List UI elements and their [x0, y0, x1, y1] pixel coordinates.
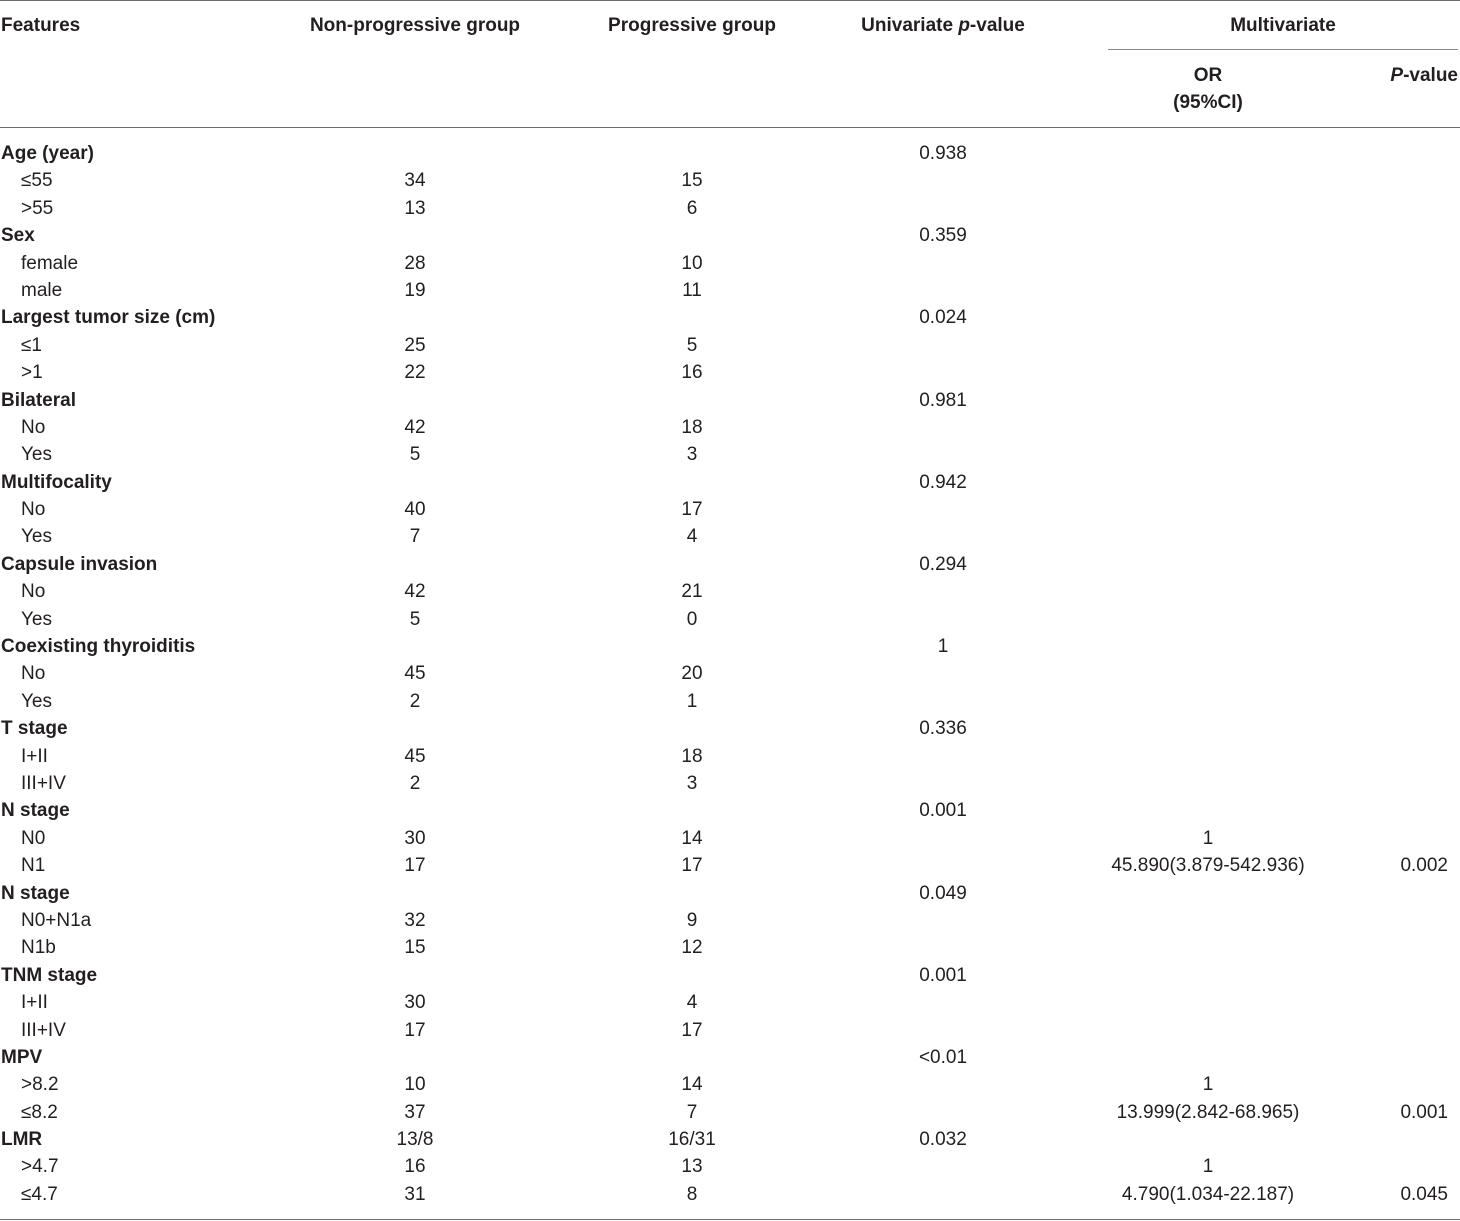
- multivariate-p-cell: 0.045: [1400, 1183, 1448, 1205]
- feature-cell: No: [21, 663, 46, 685]
- non-progressive-cell: 45: [404, 745, 426, 767]
- table-row: [0, 1099, 1460, 1126]
- non-progressive-cell: 42: [404, 581, 426, 603]
- feature-cell: Bilateral: [1, 389, 76, 411]
- table-row: [0, 907, 1460, 934]
- or-ci-cell: 45.890(3.879-542.936): [1111, 855, 1305, 877]
- table-row: [0, 332, 1460, 359]
- table-row: [0, 688, 1460, 715]
- table-row: [0, 195, 1460, 222]
- feature-cell: Yes: [21, 444, 52, 466]
- non-progressive-cell: 45: [404, 663, 426, 685]
- table-row: [0, 1153, 1460, 1180]
- feature-cell: N stage: [1, 882, 70, 904]
- table-group-row: [0, 469, 1460, 496]
- univariate-p-cell: 1: [937, 636, 949, 658]
- non-progressive-cell: 32: [404, 909, 426, 931]
- progressive-cell: 12: [681, 937, 703, 959]
- progressive-cell: 17: [681, 1019, 703, 1041]
- feature-cell: ≤55: [21, 170, 53, 192]
- feature-cell: LMR: [1, 1129, 43, 1151]
- or-ci-cell: 1: [1202, 827, 1214, 849]
- table-row: [0, 441, 1460, 468]
- table-row: [0, 1017, 1460, 1044]
- table-row: [0, 1181, 1460, 1208]
- progressive-cell: 18: [681, 416, 703, 438]
- non-progressive-cell: 16: [404, 1156, 426, 1178]
- table-row: [0, 359, 1460, 386]
- non-progressive-cell: 28: [404, 252, 426, 274]
- feature-cell: N1b: [21, 937, 56, 959]
- non-progressive-cell: 30: [404, 992, 426, 1014]
- non-progressive-cell: 40: [404, 499, 426, 521]
- table-top-rule: [0, 0, 1460, 1]
- table-row: [0, 578, 1460, 605]
- feature-cell: Yes: [21, 526, 52, 548]
- table-group-row: [0, 797, 1460, 824]
- progressive-cell: 7: [686, 1101, 698, 1123]
- non-progressive-cell: 22: [404, 362, 426, 384]
- multivariate-p-cell: 0.001: [1400, 1101, 1448, 1123]
- univariate-p-cell: 0.336: [919, 718, 967, 740]
- non-progressive-cell: 2: [409, 690, 421, 712]
- table-group-row: [0, 1044, 1460, 1071]
- progressive-cell: 15: [681, 170, 703, 192]
- progressive-cell: 18: [681, 745, 703, 767]
- table-group-row: [0, 387, 1460, 414]
- feature-cell: N0+N1a: [21, 909, 92, 931]
- header-univariate-prefix: Univariate: [861, 15, 959, 36]
- feature-cell: Sex: [1, 225, 35, 247]
- feature-cell: MPV: [1, 1046, 43, 1068]
- table-group-row: [0, 1126, 1460, 1153]
- header-non-progressive: Non-progressive group: [309, 15, 521, 36]
- progressive-cell: 6: [686, 197, 698, 219]
- feature-cell: ≤1: [21, 334, 42, 356]
- univariate-p-cell: 0.294: [919, 553, 967, 575]
- progressive-cell: 17: [681, 499, 703, 521]
- feature-cell: N1: [21, 855, 46, 877]
- or-ci-cell: 13.999(2.842-68.965): [1116, 1101, 1300, 1123]
- table-row: [0, 606, 1460, 633]
- table-row: [0, 660, 1460, 687]
- or-ci-cell: 1: [1202, 1156, 1214, 1178]
- progressive-cell: 17: [681, 855, 703, 877]
- multivariate-span-rule: [1108, 49, 1458, 50]
- table-row: [0, 496, 1460, 523]
- univariate-p-cell: 0.981: [919, 389, 967, 411]
- progressive-cell: 1: [686, 690, 698, 712]
- non-progressive-cell: 5: [409, 608, 421, 630]
- non-progressive-cell: 19: [404, 279, 426, 301]
- feature-cell: ≤8.2: [21, 1101, 58, 1123]
- non-progressive-cell: 17: [404, 1019, 426, 1041]
- table-row: [0, 770, 1460, 797]
- or-ci-cell: 1: [1202, 1074, 1214, 1096]
- univariate-p-cell: 0.024: [919, 307, 967, 329]
- progressive-cell: 5: [686, 334, 698, 356]
- feature-cell: Yes: [21, 608, 52, 630]
- header-features: Features: [1, 15, 81, 36]
- table-group-row: [0, 551, 1460, 578]
- header-p-italic: P: [1390, 65, 1404, 86]
- header-or-ci: (95%CI): [1173, 92, 1243, 113]
- feature-cell: male: [21, 279, 63, 301]
- header-multivariate: Multivariate: [1230, 15, 1336, 36]
- non-progressive-cell: 34: [404, 170, 426, 192]
- table-row: [0, 825, 1460, 852]
- feature-cell: Coexisting thyroiditis: [1, 636, 196, 658]
- non-progressive-cell: 10: [404, 1074, 426, 1096]
- header-or: OR: [1193, 65, 1223, 86]
- non-progressive-cell: 7: [409, 526, 421, 548]
- progressive-cell: 14: [681, 1074, 703, 1096]
- table-group-row: [0, 304, 1460, 331]
- table-group-row: [0, 962, 1460, 989]
- feature-cell: No: [21, 416, 46, 438]
- table-row: [0, 852, 1460, 879]
- feature-cell: Capsule invasion: [1, 553, 158, 575]
- table-group-row: [0, 715, 1460, 742]
- univariate-p-cell: 0.001: [919, 964, 967, 986]
- univariate-p-cell: 0.359: [919, 225, 967, 247]
- progressive-cell: 8: [686, 1183, 698, 1205]
- non-progressive-cell: 13/8: [396, 1129, 434, 1151]
- feature-cell: No: [21, 581, 46, 603]
- non-progressive-cell: 5: [409, 444, 421, 466]
- table-group-row: [0, 880, 1460, 907]
- table-row: [0, 523, 1460, 550]
- feature-cell: Largest tumor size (cm): [1, 307, 216, 329]
- non-progressive-cell: 2: [409, 772, 421, 794]
- header-progressive: Progressive group: [608, 15, 776, 36]
- table-row: [0, 167, 1460, 194]
- progressive-cell: 3: [686, 772, 698, 794]
- progressive-cell: 16/31: [668, 1129, 716, 1151]
- non-progressive-cell: 15: [404, 937, 426, 959]
- feature-cell: T stage: [1, 718, 68, 740]
- header-bottom-rule: [0, 127, 1460, 128]
- univariate-p-cell: 0.032: [919, 1129, 967, 1151]
- table-row: [0, 250, 1460, 277]
- feature-cell: Yes: [21, 690, 52, 712]
- progressive-cell: 16: [681, 362, 703, 384]
- non-progressive-cell: 25: [404, 334, 426, 356]
- feature-cell: III+IV: [21, 772, 66, 794]
- table-row: [0, 1071, 1460, 1098]
- table-body: [0, 140, 1460, 1208]
- univariate-p-cell: 0.001: [919, 800, 967, 822]
- table-row: [0, 743, 1460, 770]
- non-progressive-cell: 30: [404, 827, 426, 849]
- table-row: [0, 414, 1460, 441]
- multivariate-p-cell: 0.002: [1400, 855, 1448, 877]
- or-ci-cell: 4.790(1.034-22.187): [1121, 1183, 1295, 1205]
- non-progressive-cell: 17: [404, 855, 426, 877]
- header-univariate-p: [861, 14, 1025, 38]
- progressive-cell: 11: [682, 279, 702, 301]
- progressive-cell: 0: [686, 608, 698, 630]
- header-p-suffix: -value: [1403, 65, 1458, 86]
- non-progressive-cell: 37: [404, 1101, 426, 1123]
- progressive-cell: 21: [681, 581, 703, 603]
- feature-cell: Multifocality: [1, 471, 112, 493]
- progressive-cell: 10: [681, 252, 703, 274]
- non-progressive-cell: 13: [404, 197, 426, 219]
- feature-cell: No: [21, 499, 46, 521]
- progressive-cell: 4: [686, 992, 698, 1014]
- table-row: [0, 989, 1460, 1016]
- feature-cell: ≤4.7: [21, 1183, 58, 1205]
- feature-cell: N stage: [1, 800, 70, 822]
- non-progressive-cell: 42: [404, 416, 426, 438]
- table-group-row: [0, 222, 1460, 249]
- progressive-cell: 13: [681, 1156, 703, 1178]
- univariate-p-cell: 0.049: [919, 882, 967, 904]
- header-univariate-italic: p: [958, 15, 970, 36]
- progressive-cell: 3: [686, 444, 698, 466]
- table-row: [0, 934, 1460, 961]
- progressive-cell: 9: [686, 909, 698, 931]
- table-row: [0, 277, 1460, 304]
- feature-cell: >55: [21, 197, 54, 219]
- table-group-row: [0, 633, 1460, 660]
- feature-cell: N0: [21, 827, 46, 849]
- feature-cell: >1: [21, 362, 43, 384]
- feature-cell: I+II: [21, 992, 48, 1014]
- univariate-p-cell: 0.938: [919, 143, 967, 164]
- univariate-p-cell: 0.942: [919, 471, 967, 493]
- header-univariate-suffix: -value: [969, 15, 1025, 36]
- feature-cell: >4.7: [21, 1156, 59, 1178]
- non-progressive-cell: 31: [404, 1183, 426, 1205]
- header-multivariate-p: [1390, 64, 1458, 88]
- feature-cell: I+II: [21, 745, 48, 767]
- feature-cell: TNM stage: [1, 964, 98, 986]
- progressive-cell: 4: [686, 526, 698, 548]
- feature-cell: >8.2: [21, 1074, 59, 1096]
- progressive-cell: 14: [681, 827, 703, 849]
- table-group-row: [0, 140, 1460, 167]
- feature-cell: Age (year): [1, 143, 94, 164]
- univariate-p-cell: <0.01: [918, 1046, 968, 1068]
- table-bottom-rule: [0, 1219, 1460, 1220]
- feature-cell: III+IV: [21, 1019, 66, 1041]
- feature-cell: female: [21, 252, 79, 274]
- progressive-cell: 20: [681, 663, 703, 685]
